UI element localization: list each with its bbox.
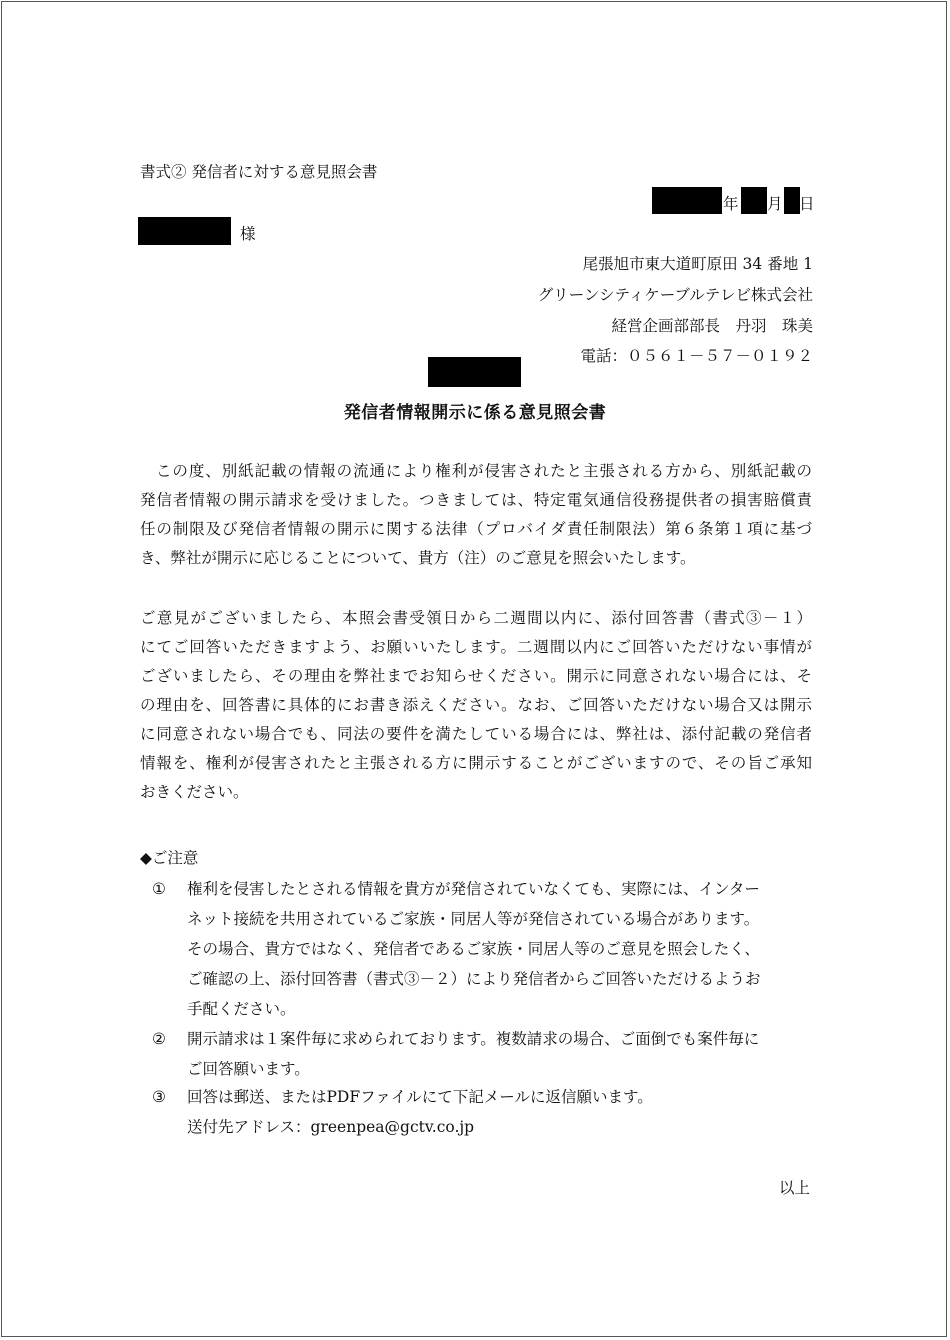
recipient-honorific: 様 <box>240 225 256 243</box>
notes-heading: ◆ご注意 <box>140 849 199 867</box>
paragraph-line: ご意見がございましたら、本照会書受領日から二週間以内に、添付回答書（書式③－１） <box>140 609 812 627</box>
paragraph-line: この度、別紙記載の情報の流通により権利が侵害されたと主張される方から、別紙記載の <box>156 462 812 480</box>
paragraph-line: 情報を、権利が侵害されたと主張される方に開示することがございますので、その旨ご承知 <box>140 754 812 772</box>
sender-person: 経営企画部部長 丹羽 珠美 <box>611 317 813 335</box>
redacted-recipient-name <box>138 217 231 245</box>
note-line: ご回答願います。 <box>187 1060 310 1078</box>
paragraph-line: ございましたら、その理由を弊社までお知らせください。開示に同意されない場合には、そ <box>140 667 812 685</box>
paragraph-line: 任の制限及び発信者情報の開示に関する法律（プロバイダ責任制限法）第６条第１項に基づ <box>140 520 812 538</box>
redacted-month <box>741 187 767 214</box>
note-line: 権利を侵害したとされる情報を貴方が発信されていなくても、実際には、インター <box>187 880 760 898</box>
sender-phone: 電話：０５６１－５７－０１９２ <box>580 347 813 365</box>
paragraph-line: おきください。 <box>140 783 249 801</box>
form-label: 書式② 発信者に対する意見照会書 <box>140 163 378 181</box>
closing-mark: 以上 <box>778 1179 810 1197</box>
note-line: 開示請求は１案件毎に求められております。複数請求の場合、ご面倒でも案件毎に <box>187 1030 760 1048</box>
redacted-reference <box>428 357 521 387</box>
note-line: ネット接続を共用されているご家族・同居人等が発信されている場合があります。 <box>187 910 760 928</box>
date-day-suffix: 日 <box>799 195 815 213</box>
note-number: ③ <box>152 1088 166 1106</box>
sender-company: グリーンシティケーブルテレビ株式会社 <box>537 286 813 304</box>
paragraph-intro <box>140 457 812 573</box>
paragraph-line: 発信者情報の開示請求を受けました。つきましては、特定電気通信役務提供者の損害賠償責 <box>140 491 812 509</box>
redacted-year <box>652 187 722 214</box>
note-number: ② <box>152 1030 166 1048</box>
date-year-suffix: 年 <box>723 195 739 213</box>
paragraph-request <box>140 604 812 807</box>
paragraph-line: き、弊社が開示に応じることについて、貴方（注）のご意見を照会いたします。 <box>140 549 696 567</box>
date-month-suffix: 月 <box>767 195 783 213</box>
document-title: 発信者情報開示に係る意見照会書 <box>343 403 607 423</box>
paragraph-line: にてご回答いただきますよう、お願いいたします。二週間以内にご回答いただけない事情が <box>140 638 812 656</box>
paragraph-line: の理由を、回答書に具体的にお書き添えください。なお、ご回答いただけない場合又は開示 <box>140 696 812 714</box>
note-number: ① <box>152 880 166 898</box>
sender-address: 尾張旭市東大道町原田 34 番地 1 <box>582 255 813 273</box>
note-line: 送付先アドレス：greenpea@gctv.co.jp <box>187 1118 475 1136</box>
note-line: 手配ください。 <box>187 1000 296 1018</box>
note-line: その場合、貴方ではなく、発信者であるご家族・同居人等のご意見を照会したく、 <box>187 940 760 958</box>
paragraph-line: に同意されない場合でも、同法の要件を満たしている場合には、弊社は、添付記載の発信者 <box>140 725 812 743</box>
note-line: 回答は郵送、またはPDFファイルにて下記メールに返信願います。 <box>187 1088 653 1106</box>
note-line: ご確認の上、添付回答書（書式③－２）により発信者からご回答いただけるようお <box>187 970 761 988</box>
redacted-day <box>784 187 800 214</box>
